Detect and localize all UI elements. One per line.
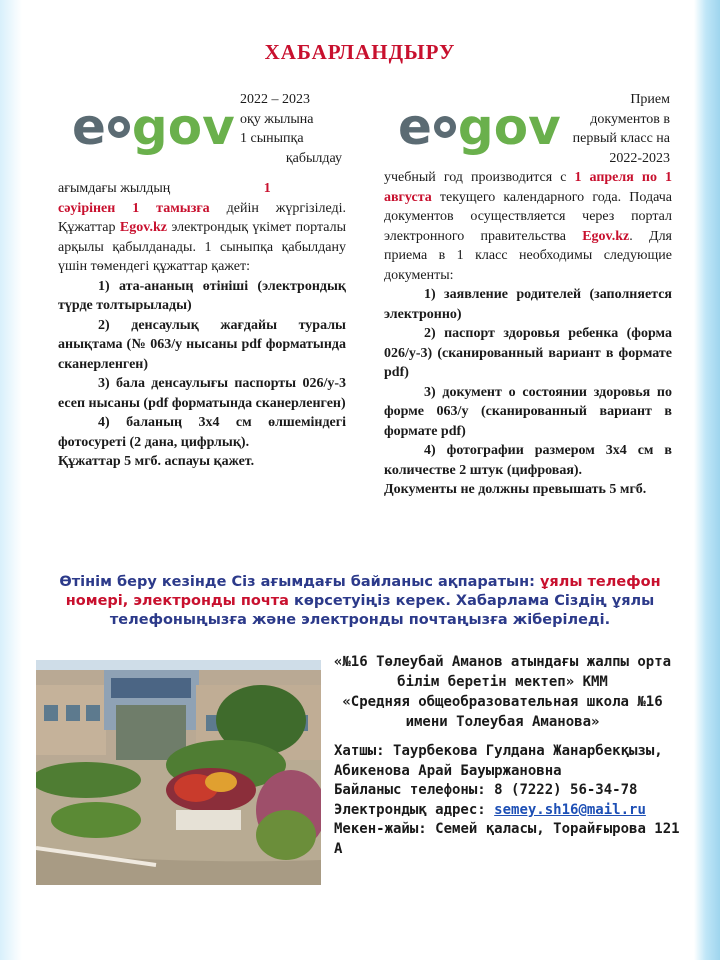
school-photo: [36, 660, 321, 885]
ru-item-1: 1) заявление родителей (заполняется электронно): [384, 287, 672, 322]
kz-footer: Құжаттар 5 мгб. аспауы қажет.: [58, 454, 255, 469]
left-border-glow: [0, 0, 22, 960]
secretary-line: Хатшы: Таурбекова Гулдана Жанарбекқызы, Абикенова Арай Бауыржановна: [334, 743, 663, 779]
address-line: Мекен-жайы: Семей қаласы, Торайғырова 121 А: [334, 821, 680, 857]
ru-footer: Документы не должны превышать 5 мгб.: [384, 482, 647, 497]
ru-item-3: 3) документ о состоянии здоровья по форме 063/у (сканированный вариант в формате pdf): [384, 384, 672, 439]
ru-header-lines: Прием документов в первый класс на 2022-2023: [572, 92, 670, 166]
ru-item-2: 2) паспорт здоровья ребенка (форма 026/у-3) (сканированный вариант в формате pdf): [384, 326, 672, 380]
ru-body: учебный год производится с 1 апреля по 1 августа текущего календарного года. Подача документов осуществляется через портал электронного правительства Egov.kz. Для приема в 1 класс необходимы следующие документы: 1) заявление родителей (заполняется электронно) 2) паспорт здоровья ребенка (форма 026/у-3) (сканированный вариант в формате pdf) 3) документ о состоянии здоровья по форме 063/у (сканированный вариант в формате pdf) 4) фотографии размером 3х4 см в количестве 2 штук (цифровая). Документы не должны превышать 5 мгб.: [384, 168, 672, 500]
kz-item-4: 4) баланың 3х4 см өлшеміндегі фотосуреті (2 дана, цифрлық).: [58, 415, 346, 450]
kz-header-lines: 2022 – 2023 оқу жылына 1 сыныпқа қабылдау: [240, 92, 342, 166]
egov-logo-right: e gov: [398, 98, 561, 156]
page-title: ХАБАРЛАНДЫРУ: [264, 40, 456, 64]
plus-circle-icon: [434, 116, 456, 138]
kz-item-3: 3) бала денсаулығы паспорты 026/у-3 есеп нысаны (pdf форматында сканерленген): [58, 376, 346, 411]
school-name: «№16 Төлеубай Аманов атындағы жалпы орта білім беретін мектеп» КММ «Средняя общеобразовательная школа №16 имени Толеубая Аманова»: [333, 654, 672, 730]
kz-item-1: 1) ата-ананың өтініші (электрондық түрде толтырылады): [58, 278, 346, 313]
contact-notice: Өтінім беру кезінде Сіз ағымдағы байланыс ақпаратын: ұялы телефон номері, электронды почта көрсетуіңіз керек. Хабарлама Сіздің ұялы телефоныңызға және электронды почтаңызға жіберіледі.: [59, 574, 661, 628]
phone-line: Байланыс телефоны: 8 (7222) 56-34-78: [334, 782, 638, 798]
kz-body: ағымдағы жылдың 1 сәуірінен 1 тамызға дейін жүргізіледі. Құжаттар Egov.kz электрондық үкімет порталы арқылы қабылданады. 1 сыныпқа қабылдану үшін төмендегі құжаттар қажет: 1) ата-ананың өтініші (электрондық түрде толтырылады) 2) денсаулық жағдайы туралы анықтама (№ 063/у нысаны pdf форматында сканерленген) 3) бала денсаулығы паспорты 026/у-3 есеп нысаны (pdf форматында сканерленген) 4) баланың 3х4 см өлшеміндегі фотосуреті (2 дана, цифрлық). Құжаттар 5 мгб. аспауы қажет.: [58, 179, 346, 472]
email-link[interactable]: semey.sh16@mail.ru: [494, 801, 646, 818]
kz-item-2: 2) денсаулық жағдайы туралы анықтама (№ 063/у нысаны pdf форматында сканерленген): [58, 317, 346, 372]
egov-logo-left: e gov: [72, 98, 235, 156]
email-line: Электрондық адрес: semey.sh16@mail.ru: [334, 801, 646, 818]
contacts-block: [334, 742, 684, 859]
ru-item-4: 4) фотографии размером 3х4 см в количестве 2 штук (цифровая).: [384, 443, 672, 478]
plus-circle-icon: [108, 116, 130, 138]
